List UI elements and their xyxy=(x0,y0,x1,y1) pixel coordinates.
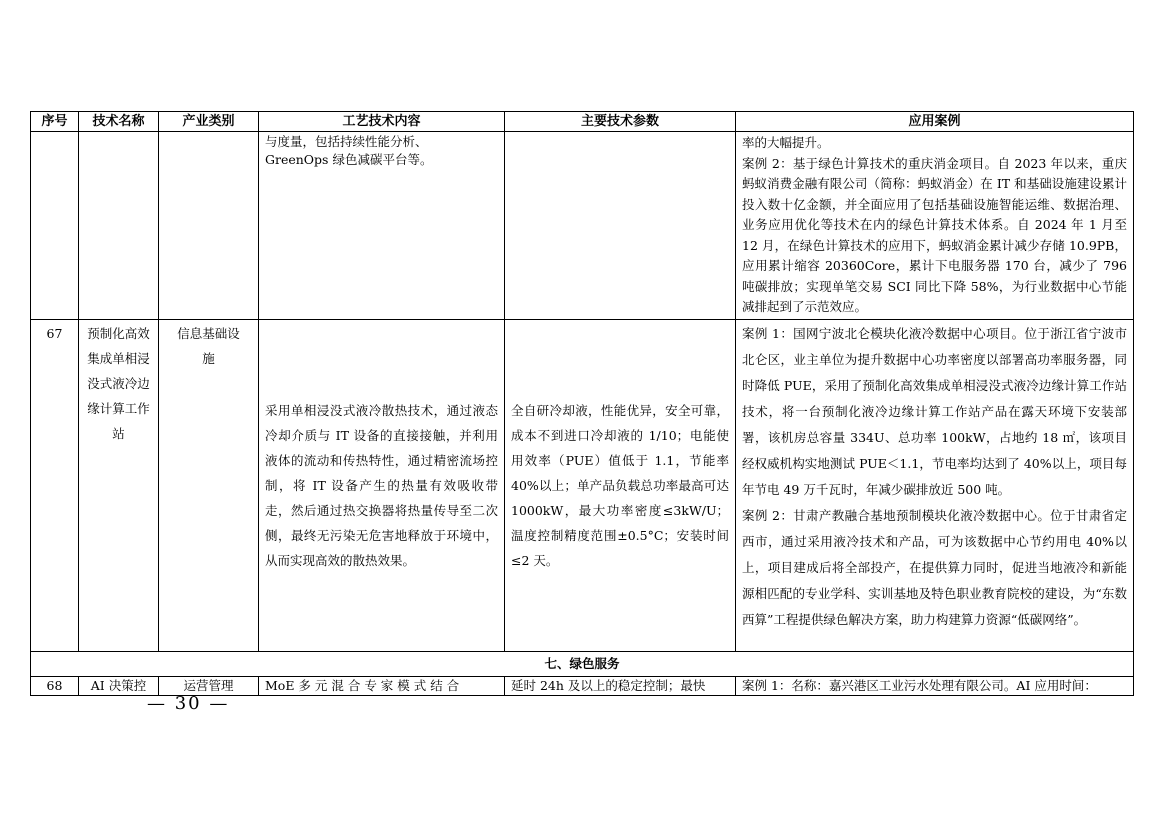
cell-params xyxy=(505,132,736,320)
technology-table xyxy=(30,111,1134,696)
table-row-continued xyxy=(31,132,1134,320)
cell-category: 信息基础设施 xyxy=(159,319,259,651)
section-row xyxy=(31,651,1134,676)
process-line-2: GreenOps 绿色减碳平台等。 xyxy=(265,152,433,167)
cell-no xyxy=(31,132,79,320)
page-number: — 30 — xyxy=(147,693,230,714)
header-params: 主要技术参数 xyxy=(505,112,736,132)
cell-no: 68 xyxy=(31,676,79,695)
cell-category xyxy=(159,132,259,320)
cell-name: AI 决策控 xyxy=(79,676,159,695)
cell-process: 采用单相浸没式液冷散热技术，通过液态冷却介质与 IT 设备的直接接触，并利用液体的流动和传热特性，通过精密流场控制，将 IT 设备产生的热量有效吸收带走，然后通过热交换器将热量传导至二次侧，最终无污染无危害地释放于环境中，从而实现高效的散热效果。 xyxy=(259,319,505,651)
cell-category: 运营管理 xyxy=(159,676,259,695)
table-row-67 xyxy=(31,319,1134,651)
header-category: 产业类别 xyxy=(159,112,259,132)
cell-cases: 案例 1：名称：嘉兴港区工业污水处理有限公司。AI 应用时间： xyxy=(736,676,1134,695)
header-row xyxy=(31,112,1134,132)
header-cases: 应用案例 xyxy=(736,112,1134,132)
cell-name xyxy=(79,132,159,320)
header-process: 工艺技术内容 xyxy=(259,112,505,132)
process-line-1: 与度量，包括持续性能分析、 xyxy=(265,134,428,149)
case-tail: 率的大幅提升。 xyxy=(742,135,830,150)
cell-params: 延时 24h 及以上的稳定控制；最快 xyxy=(505,676,736,695)
section-title: 七、绿色服务 xyxy=(31,651,1134,676)
case-1: 案例 1：国网宁波北仑模块化液冷数据中心项目。位于浙江省宁波市北仑区，业主单位为提升数据中心功率密度以部署高功率服务器，同时降低 PUE，采用了预制化高效集成单相浸没式液冷边缘计算工作站技术，将一台预制化液冷边缘计算工作站产品在露天环境下安装部署，该机房总容量 334U、总功率 100kW，占地约 18 ㎡，该项目经权威机构实地测试 PUE＜1.1，节电率均达到了 40%以上，项目每年节电 49 万千瓦时，年减少碳排放近 500 吨。 xyxy=(742,325,1127,497)
cell-process xyxy=(259,132,505,320)
case-2: 案例 2：甘肃产教融合基地预制模块化液冷数据中心。位于甘肃省定西市，通过采用液冷技术和产品，可为该数据中心节约用电 40%以上，项目建成后将全部投产，在提供算力同时，促进当地液冷和新能源相匹配的专业学科、实训基地及特色职业教育院校的建设，为“东数西算”工程提供绿色解决方案，助力构建算力资源“低碳网络”。 xyxy=(742,507,1127,627)
cell-cases xyxy=(736,319,1134,651)
cell-no: 67 xyxy=(31,319,79,651)
header-tech-name: 技术名称 xyxy=(79,112,159,132)
cell-name: 预制化高效集成单相浸没式液冷边缘计算工作站 xyxy=(79,319,159,651)
case-2: 案例 2：基于绿色计算技术的重庆消金项目。自 2023 年以来，重庆蚂蚁消费金融有限公司（简称：蚂蚁消金）在 IT 和基础设施建设累计投入数十亿金额，并全面应用了包括基础设施智能运维、数据治理、业务应用优化等技术在内的绿色计算技术体系。自 2024 年 1 月至 12 月，在绿色计算技术的应用下，蚂蚁消金累计减少存储 10.9PB，应用累计缩容 20360Core，累计下电服务器 170 台，减少了 796 吨碳排放；实现单笔交易 SCI 同比下降 58%，为行业数据中心节能减排起到了示范效应。 xyxy=(742,155,1127,314)
cell-process: MoE 多 元 混 合 专 家 模 式 结 合 xyxy=(259,676,505,695)
cell-params: 全自研冷却液，性能优异，安全可靠，成本不到进口冷却液的 1/10；电能使用效率（PUE）值低于 1.1，节能率 40%以上；单产品负载总功率最高可达 1000kW，最大功率密度≤3kW/U；温度控制精度范围±0.5°C；安装时间≤2 天。 xyxy=(505,319,736,651)
header-no: 序号 xyxy=(31,112,79,132)
cell-cases xyxy=(736,132,1134,320)
